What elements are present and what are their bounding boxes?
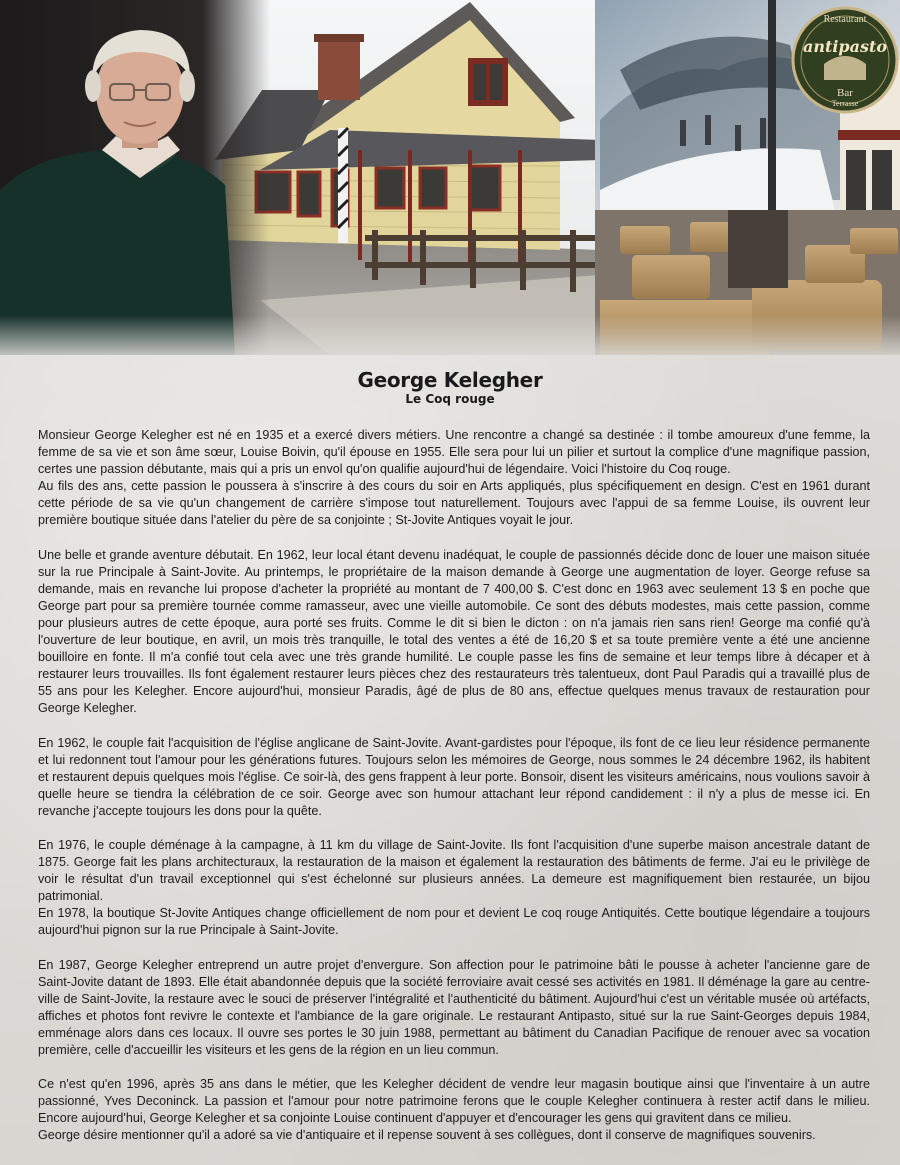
paragraph: Au fils des ans, cette passion le poussera à s'inscrire à des cours du soir en Arts appliqués, plus spécifiquement en design. C'est en 1961 durant cette période de sa vie qu'un changement de carrière s'impose tout naturellement. Toujours avec l'appui de sa femme Louise, ils ouvrent leur première boutique située dans l'atelier du père de sa conjointe ; St-Jovite Antiques voyait le jour. [38, 479, 870, 528]
paragraph: En 1976, le couple déménage à la campagne, à 11 km du village de Saint-Jovite. Ils font l'acquisition d'une superbe maison ancestrale datant de 1875. George fait les plans architecturaux, la restauration de la maison et également la restauration des bâtiments de ferme. J'ai eu le privilège de voir le résultat d'un travail exceptionnel qui s'est échelonné sur plusieurs années. La demeure est magnifiquement bien restaurée, un bijou patrimonial. [38, 837, 870, 904]
article-title: George Kelegher [357, 368, 543, 392]
paragraph: En 1987, George Kelegher entreprend un autre projet d'envergure. Son affection pour le patrimoine bâti le pousse à acheter l'ancienne gare de Saint-Jovite datant de 1893. Elle était abandonnée depuis que la société ferroviaire avait cessé ses activités en 1981. Il déménage la gare au centre-ville de Saint-Jovite, la restaure avec le souci de préserver l'intégralité et l'authenticité du bâtiment. Aujourd'hui c'est un véritable musée où artéfacts, affiches et photos font revivre le contexte et l'ambiance de la gare originale. Le restaurant Antipasto, situé sur la rue Saint-Georges depuis 1984, emménage alors dans ces locaux. Il ouvre ses portes le 30 juin 1988, permettant au bâtiment du Canadian Pacifique de renouer avec sa vocation première, celle d'accueillir les visiteurs et les gens de la région en un lieu commun. [38, 957, 870, 1057]
sign-name-text: antipasto [802, 37, 888, 56]
paragraph: Une belle et grande aventure débutait. En 1962, leur local étant devenu inadéquat, le couple de passionnés décide donc de louer une maison située sur la rue Principale à Saint-Jovite. Au printemps, le propriétaire de la maison demande à George une augmentation de loyer. George refuse sa demande, mais en revanche lui propose d'acheter la propriété au montant de 7 400,00 $. C'est donc en 1963 avec seulement 13 $ en poche que George part pour sa première tournée comme ramasseur, avec une vieille automobile. Ce sont des débuts modestes, mais cette passion, comme pour plusieurs autres de cette époque, aura porté ses fruits. Comme le dit si bien le dicton : on n'a jamais rien sans rien! George ma confié qu'à l'ouverture de leur boutique, en avril, un mois très tranquille, le total des ventes a été de 16,20 $ et sa toute première vente a été une ancienne bouilloire en fonte. Il m'a confié tout cela avec une très grande humilité. Le couple passe les fins de semaine et leur temps libre à décaper et à restaurer leurs trouvailles. Ils font également restaurer leurs pièces chez des restaurateurs très talentueux, dont Paul Paradis qui a travaillé plus de 55 ans pour les Kelegher. Encore aujourd'hui, monsieur Paradis, âgé de plus de 80 ans, effectue quelques menus travaux de restauration pour George Kelegher. [38, 547, 870, 716]
portrait-photo [0, 0, 270, 355]
article-heading [0, 368, 900, 406]
paragraph: Ce n'est qu'en 1996, après 35 ans dans le métier, que les Kelegher décident de vendre leur magasin boutique ainsi que l'inventaire à un autre passionné, Yves Deconinck. La passion et l'amour pour notre patrimoine ferons que le couple Kelegher continuera à rester actif dans le milieu. Encore aujourd'hui, George Kelegher et sa conjointe Louise continuent d'appuyer et d'encourager les gens qui gravitent dans ce milieu. [38, 1077, 870, 1126]
article-subtitle: Le Coq rouge [405, 392, 495, 406]
paragraph: En 1962, le couple fait l'acquisition de l'église anglicane de Saint-Jovite. Avant-gardistes pour l'époque, ils font de ce lieu leur résidence permanente et lui redonnent tout l'amour pour les générations futures. Toujours selon les mémoires de George, nous sommes le 24 décembre 1962, ils habitent et restaurent depuis quelques mois l'église. Ce soir-là, des gens frappent à leur porte. Bonsoir, disent les visiteurs américains, nous voulions savoir à quelle heure se tiendra la célébration de ce soir. George avec son humour attachant leur répond candidement : il n'y a plus de messe ici. En revanche j'accepte toujours les dons pour la quête. [38, 735, 870, 818]
photo-collage [0, 0, 900, 355]
sign-terrasse-text: Terrasse [831, 99, 859, 108]
sign-bar-text: Bar [837, 87, 853, 99]
article-body [38, 427, 870, 1144]
restaurant-sign [793, 8, 897, 112]
terrace-photo [595, 0, 900, 355]
sign-top-text: Restaurant [823, 14, 867, 25]
paragraph: George désire mentionner qu'il a adoré sa vie d'antiquaire et il repense souvent à ses collègues, dont il conserve de magnifiques souvenirs. [38, 1128, 816, 1143]
paragraph: Monsieur George Kelegher est né en 1935 et a exercé divers métiers. Une rencontre a changé sa destinée : il tombe amoureux d'une femme, la femme de sa vie et son âme sœur, Louise Boivin, qu'il épouse en 1955. Elle sera pour lui un pilier et surtout la complice d'une magnifique passion, certes une passion débutante, mais qui a pris un envol qu'on qualifie aujourd'hui de légendaire. Voici l'histoire du Coq rouge. [38, 428, 870, 477]
paragraph: En 1978, la boutique St-Jovite Antiques change officiellement de nom pour et devient Le coq rouge Antiquités. Cette boutique légendaire a toujours aujourd'hui pignon sur la rue Principale à Saint-Jovite. [38, 906, 870, 938]
